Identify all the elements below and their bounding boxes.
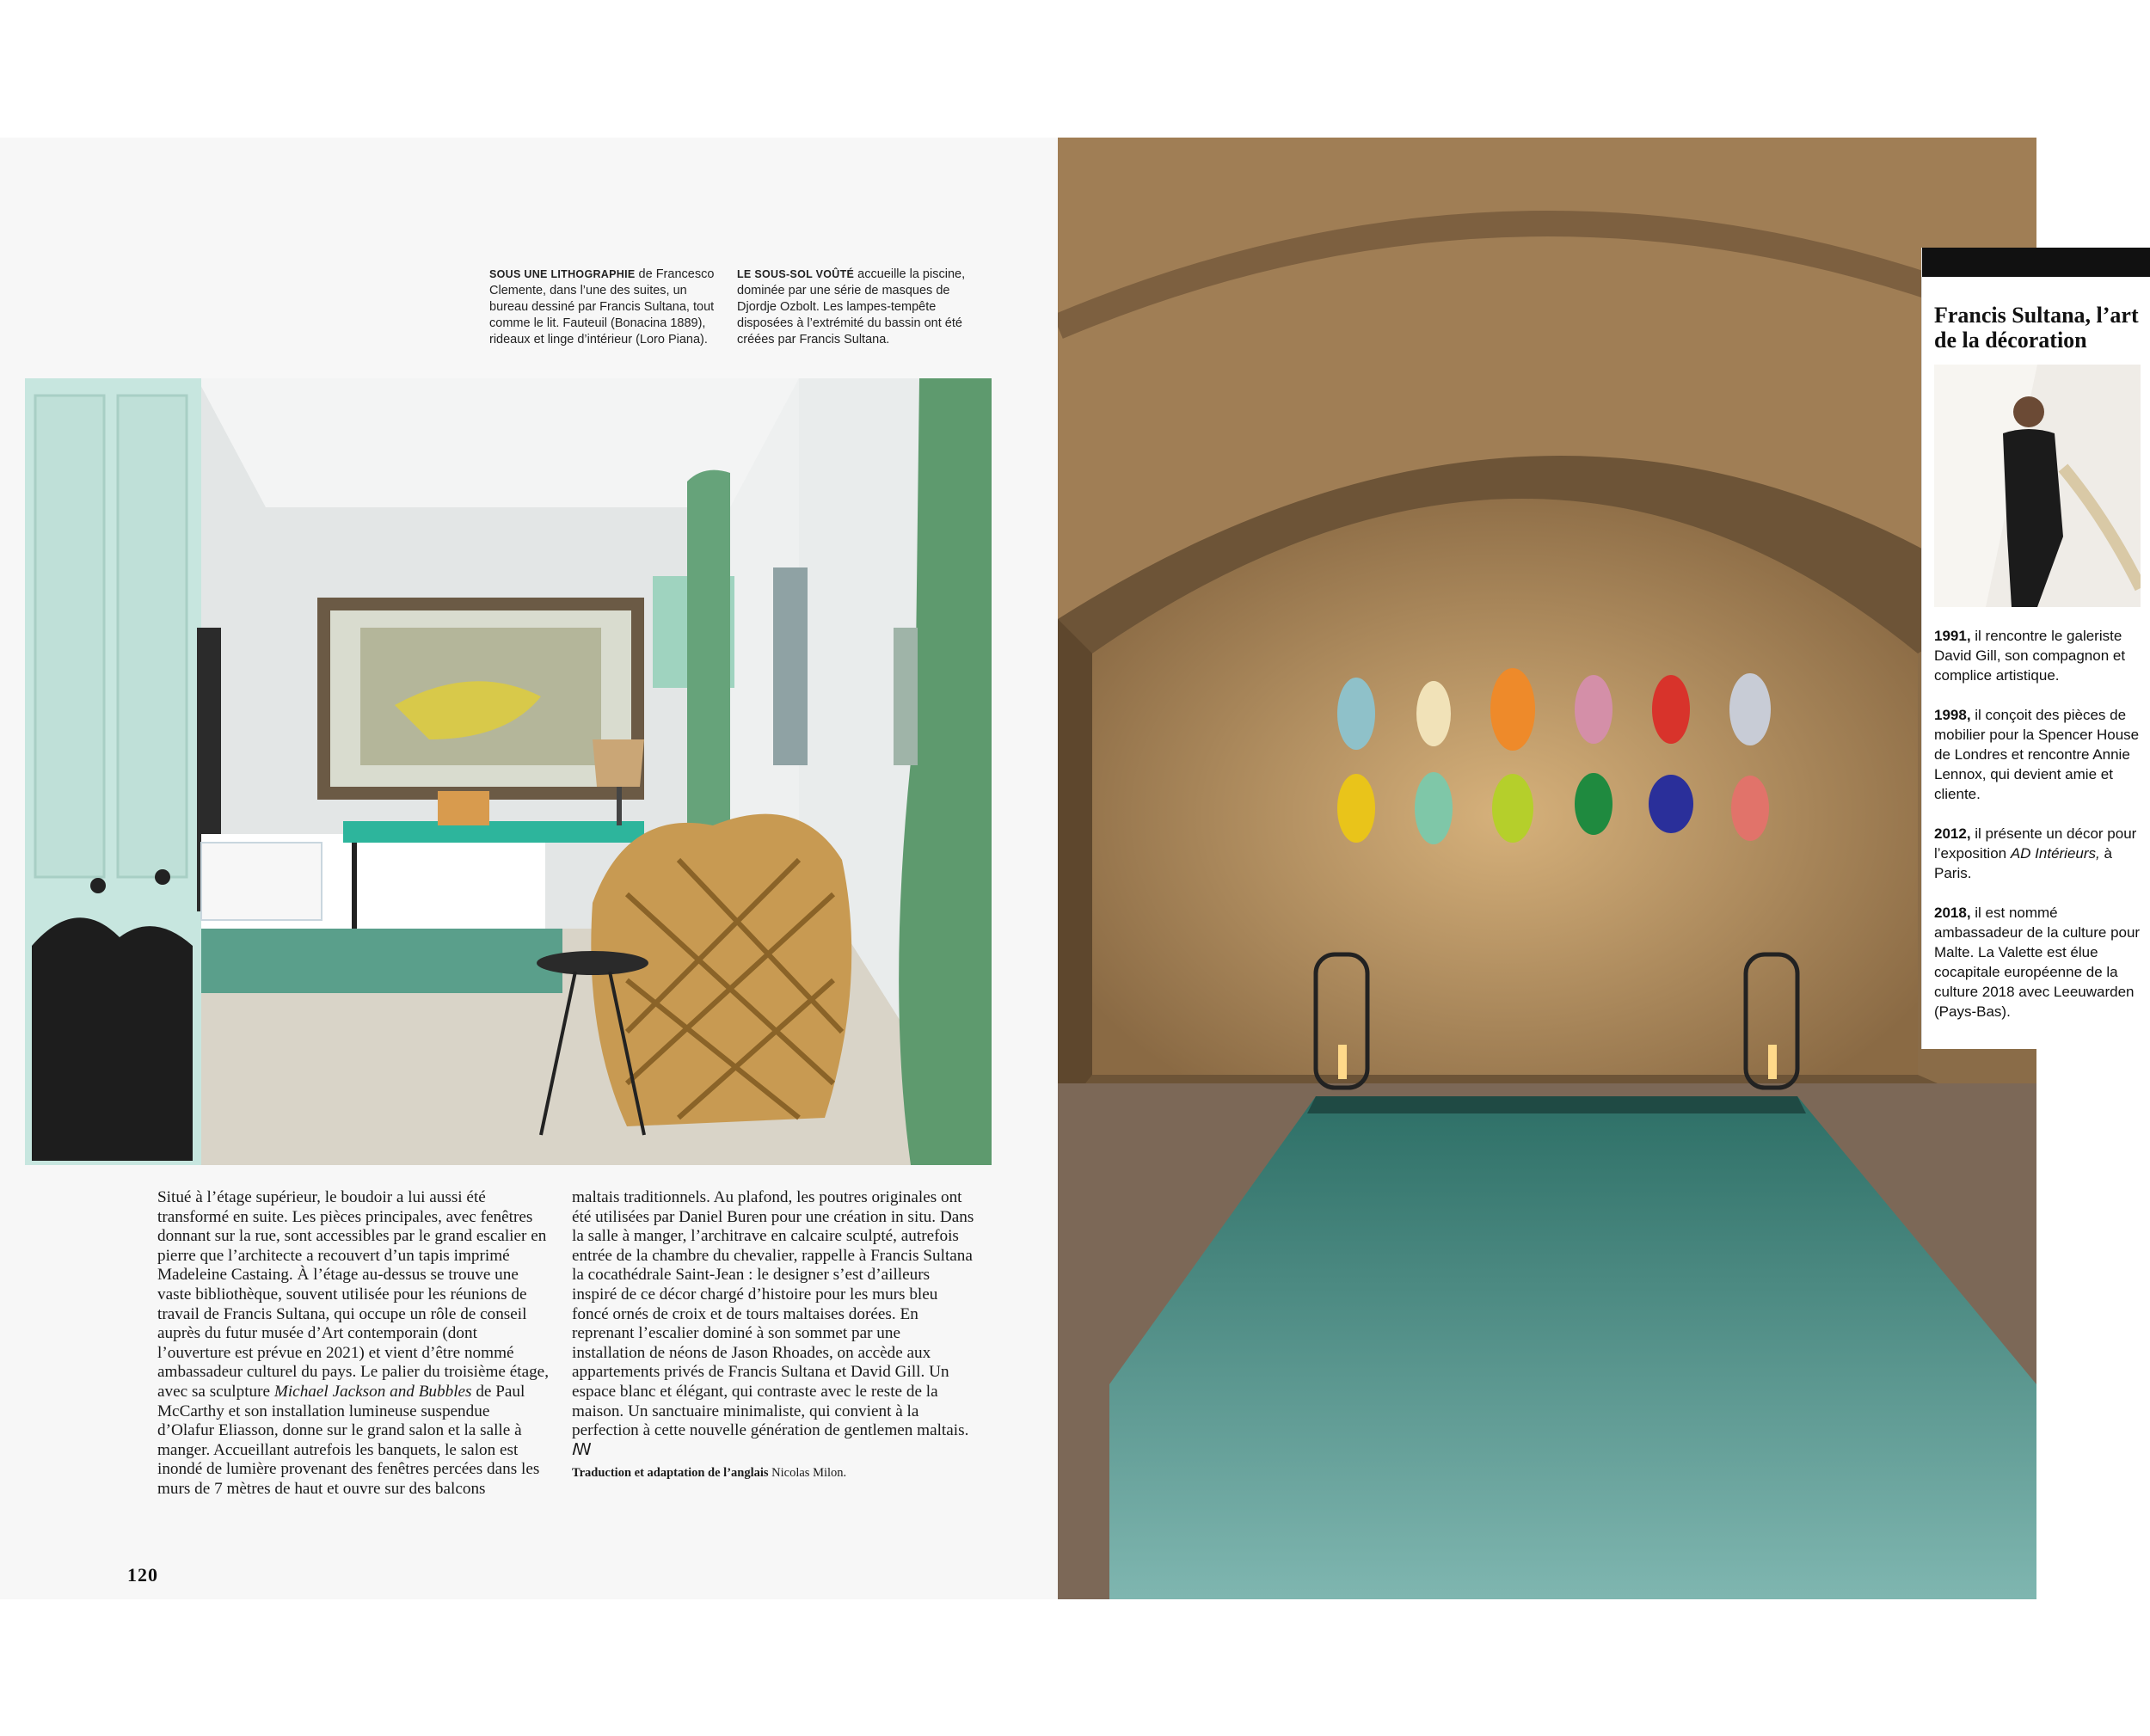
mask-icon — [1416, 681, 1451, 746]
mask-icon — [1729, 673, 1771, 745]
mask-icon — [1337, 774, 1375, 843]
page-number: 120 — [127, 1564, 158, 1586]
mask-icon — [1652, 675, 1690, 744]
pool-photo — [1058, 138, 2036, 1599]
timeline — [1934, 626, 2145, 1041]
credit-name: Nicolas Milon. — [768, 1466, 847, 1481]
mask-icon — [1649, 775, 1693, 833]
timeline-text: à Paris. — [1934, 845, 2112, 881]
article-col2-text: maltais traditionnels. Au plafond, les poutres originales ont été utilisées par Daniel Buren pour une création in situ. Dans la salle à manger, l’architrave en calcaire sculpté, autrefois entrée de la chambre du chevalier, rappelle à Francis Sultana la cocathédrale Saint-Jean : le designer s’est d’ailleurs inspiré de ce décor chargé d’histoire pour les murs bleu foncé ornés de croix et de tours maltaises dorées. En reprenant l’escalier dominé à son sommet par une installation de néons de Jason Rhoades, on accède aux appartements privés de Francis Sultana et David Gill. Un espace blanc et élégant, qui contraste avec le reste de la maison. Un sanctuaire minimaliste, qui convient à la perfection à cette nouvelle génération de gentlemen maltais. — [572, 1188, 974, 1440]
timeline-text: il rencontre le galeriste David Gill, son compagnon et complice artistique. — [1934, 628, 2126, 684]
timeline-entry-1998 — [1934, 705, 2145, 804]
timeline-year: 2018, — [1934, 905, 1971, 921]
caption-right-lead: LE SOUS-SOL VOÛTÉ — [737, 268, 855, 280]
timeline-entry-2018 — [1934, 903, 2145, 1021]
biography-sidebar — [1921, 248, 2150, 1049]
mask-icon — [1337, 678, 1375, 750]
portrait-illustration — [1934, 365, 2141, 607]
timeline-entry-2012 — [1934, 824, 2145, 883]
timeline-entry-1991 — [1934, 626, 2145, 685]
article-col1-text-b: de Paul McCarthy et son installation lumineuse suspendue d’Olafur Eliasson, donne sur le grand salon et la salle à manger. Accueillant autrefois les banquets, le salon est inondé de lumière provenant des fenêtres percées dans les murs de 7 mètres de haut et ouvre sur des balcons — [157, 1382, 540, 1498]
caption-left-text: de Francesco Clemente, dans l’une des suites, un bureau dessiné par Francis Sultana, tout comme le lit. Fauteuil (Bonacina 1889), rideaux et linge d’intérieur (Loro Piana). — [489, 267, 715, 347]
magazine-spread — [0, 138, 2150, 1599]
caption-left-lead: SOUS UNE LITHOGRAPHIE — [489, 268, 636, 280]
portrait-photo — [1934, 365, 2141, 607]
article-column-2 — [572, 1188, 976, 1483]
left-page — [0, 138, 1058, 1599]
caption-right — [737, 267, 969, 348]
mask-icon — [1490, 668, 1535, 751]
sidebar-top-bar — [1922, 248, 2150, 277]
article-column-1 — [157, 1188, 550, 1500]
pool-illustration — [1058, 138, 2036, 1599]
article-col1-text-a: Situé à l’étage supérieur, le boudoir a lui aussi été transformé en suite. Les pièces principales, avec fenêtres donnant sur la rue, sont accessibles par le grand escalier en pierre que l’architecte a recouvert d’un tapis imprimé Madeleine Castaing. À l’étage au-dessus se trouve une vaste bibliothèque, souvent utilisée pour les réunions de travail de Francis Sultana, qui occupe un rôle de conseil auprès du futur musée d’Art contemporain (dont l’ouverture est prévue en 2021) et vient d’être nommé ambassadeur culturel du pays. Le palier du troisième étage, avec sa sculpture — [157, 1188, 550, 1401]
bedroom-photo — [25, 378, 992, 1165]
timeline-year: 1991, — [1934, 628, 1971, 644]
caption-right-text: accueille la piscine, dominée par une série de masques de Djordje Ozbolt. Les lampes-tempête disposées à l’extrémité du bassin ont été créées par Francis Sultana. — [737, 267, 966, 347]
timeline-text: il présente un décor pour l’exposition — [1934, 825, 2137, 862]
timeline-text: il est nommé ambassadeur de la culture pour Malte. La Valette est élue cocapitale européenne de la culture 2018 avec Leeuwarden (Pays-Bas). — [1934, 905, 2141, 1020]
exhibition-title: AD Intérieurs, — [2010, 845, 2100, 862]
caption-left — [489, 267, 722, 348]
end-mark-icon: ꟿ — [572, 1440, 593, 1459]
timeline-text: il conçoit des pièces de mobilier pour la Spencer House de Londres et rencontre Annie Lennox, qui devient amie et cliente. — [1934, 707, 2140, 802]
artwork-title: Michael Jackson and Bubbles — [273, 1382, 472, 1401]
mask-icon — [1731, 776, 1769, 841]
bedroom-illustration — [25, 378, 992, 1165]
credit-lead: Traduction et adaptation de l’anglais — [572, 1466, 769, 1481]
mask-icon — [1415, 772, 1453, 844]
translation-credit — [572, 1463, 976, 1483]
timeline-year: 1998, — [1934, 707, 1971, 723]
mask-icon — [1492, 774, 1533, 843]
mask-icon — [1575, 675, 1612, 744]
timeline-year: 2012, — [1934, 825, 1971, 842]
mask-icon — [1575, 773, 1612, 835]
sidebar-title: Francis Sultana, l’art de la décoration — [1934, 303, 2139, 353]
